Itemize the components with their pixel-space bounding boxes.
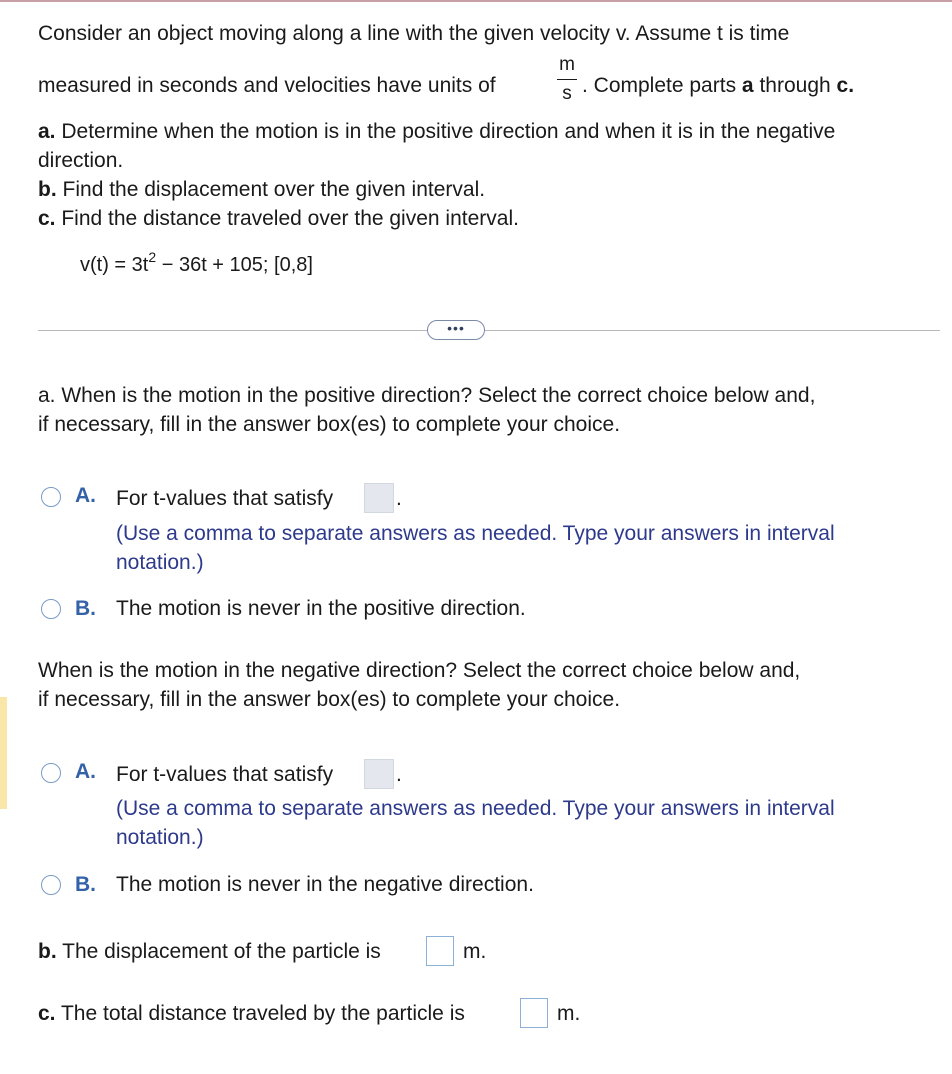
negative-answer-box[interactable] <box>364 759 394 789</box>
negative-option-a-text: For t-values that satisfy <box>116 763 334 786</box>
top-border <box>0 0 952 2</box>
bold-c: c. <box>836 74 855 97</box>
distance-text: The total distance traveled by the particle is <box>60 1002 465 1025</box>
through-text: through <box>759 74 831 97</box>
positive-answer-box[interactable] <box>364 483 394 513</box>
negative-option-b-radio[interactable] <box>41 875 61 895</box>
formula-exponent: 2 <box>148 249 157 265</box>
positive-option-a-text: For t-values that satisfy <box>116 487 334 510</box>
part-b-text: Find the displacement over the given interval. <box>62 178 486 201</box>
negative-option-a-hint: (Use a comma to separate answers as needed. Type your answers in interval notation.) <box>116 797 835 849</box>
positive-option-b-radio[interactable] <box>41 599 61 619</box>
bold-a: a <box>741 74 754 97</box>
unit-fraction <box>553 54 581 105</box>
formula-suffix: − 36t + 105; [0,8] <box>156 254 313 276</box>
displacement-unit: m. <box>463 940 487 963</box>
velocity-formula <box>80 249 313 277</box>
negative-prompt-line2: if necessary, fill in the answer box(es) to complete your choice. <box>38 688 621 711</box>
positive-option-a-radio[interactable] <box>41 487 61 507</box>
displacement-text: The displacement of the particle is <box>62 940 381 963</box>
distance-unit: m. <box>557 1002 581 1025</box>
part-b-label: b. <box>38 178 57 201</box>
part-c-label: c. <box>38 207 56 230</box>
positive-prompt-line1: a. When is the motion in the positive direction? Select the correct choice below and, <box>38 384 816 407</box>
part-a-text: Determine when the motion is in the positive direction and when it is in the negative <box>61 120 836 143</box>
problem-intro-line2-suffix <box>582 74 854 98</box>
problem-part-c <box>38 207 519 231</box>
unit-denominator: s <box>562 83 572 104</box>
positive-prompt-line2: if necessary, fill in the answer box(es) to complete your choice. <box>38 413 621 436</box>
positive-option-a-hint: (Use a comma to separate answers as needed. Type your answers in interval notation.) <box>116 522 835 574</box>
displacement-answer-box[interactable] <box>426 936 454 966</box>
unit-numerator: m <box>559 54 575 75</box>
part-c-text: Find the distance traveled over the given interval. <box>61 207 519 230</box>
complete-parts-text: . Complete parts <box>582 74 737 97</box>
left-highlight-strip <box>0 697 7 809</box>
problem-part-a-line1 <box>38 120 835 144</box>
section-divider <box>38 330 940 331</box>
formula-prefix: v(t) = 3t <box>80 254 149 276</box>
positive-option-b-text: The motion is never in the positive direction. <box>116 597 526 620</box>
problem-part-a-line2: direction. <box>38 149 124 172</box>
distance-answer-box[interactable] <box>520 998 548 1028</box>
positive-option-b-letter: B. <box>75 597 96 620</box>
problem-part-b <box>38 178 485 202</box>
part-b-answer-label: b. <box>38 940 57 963</box>
negative-option-a-radio[interactable] <box>41 763 61 783</box>
negative-option-b-letter: B. <box>75 873 96 896</box>
negative-option-a-period: . <box>396 763 402 786</box>
problem-intro-line1: Consider an object moving along a line with the given velocity v. Assume t is time <box>38 22 790 45</box>
more-options-button[interactable]: ••• <box>427 320 485 340</box>
negative-option-b-text: The motion is never in the negative direction. <box>116 873 534 896</box>
positive-option-a-period: . <box>396 487 402 510</box>
negative-prompt-line1: When is the motion in the negative direction? Select the correct choice below and, <box>38 659 801 682</box>
positive-option-a-letter: A. <box>75 484 96 507</box>
displacement-prompt <box>38 940 381 964</box>
distance-prompt <box>38 1002 465 1026</box>
part-c-answer-label: c. <box>38 1002 56 1025</box>
part-a-label: a. <box>38 120 56 143</box>
negative-option-a-letter: A. <box>75 760 96 783</box>
problem-intro-line2-prefix: measured in seconds and velocities have units of <box>38 74 496 97</box>
fraction-bar <box>557 79 577 80</box>
